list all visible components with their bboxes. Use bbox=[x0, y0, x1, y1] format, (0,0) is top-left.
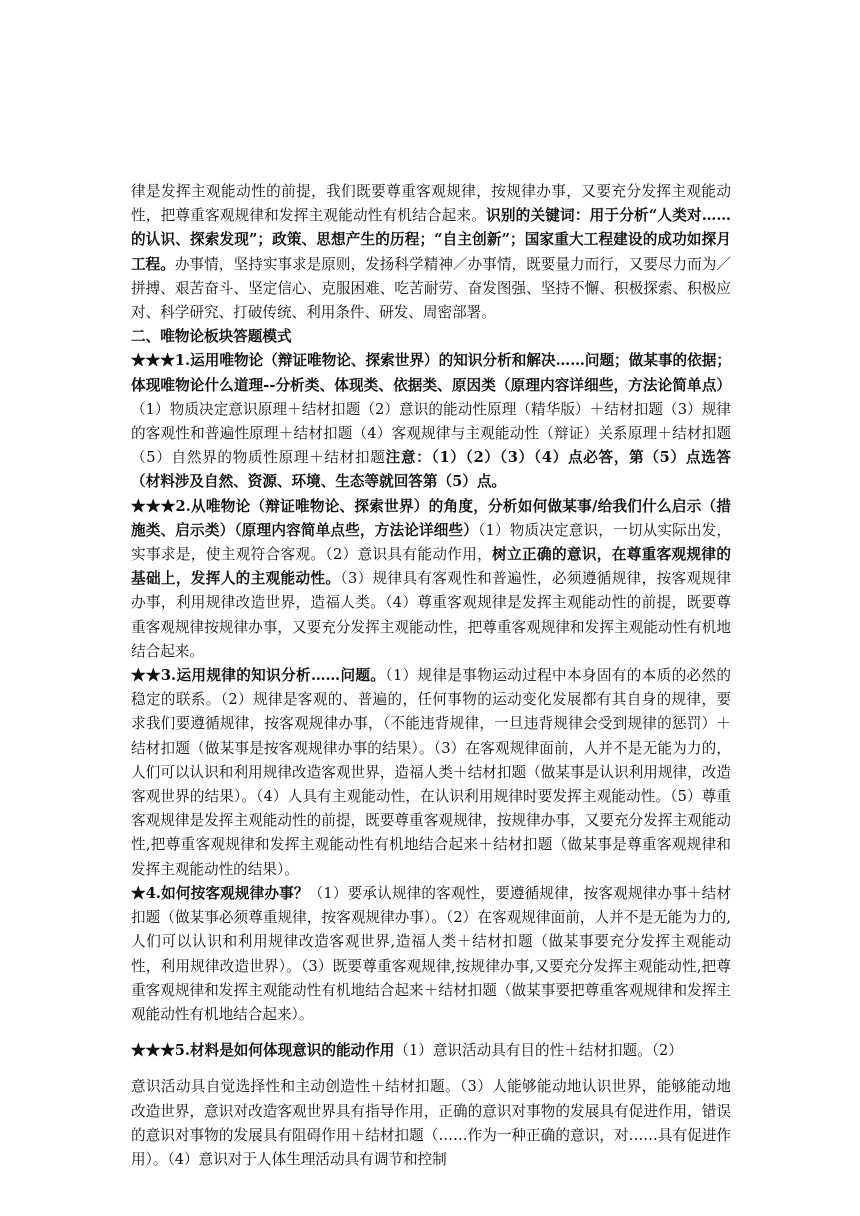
emphasis-text: 树立正确的意识，在尊重客观规律的基础上，发挥人的主观能动性。 bbox=[131, 546, 731, 588]
question-title: ★★★5.材料是如何体现意识的能动作用 bbox=[131, 1042, 395, 1060]
document-page bbox=[131, 180, 731, 1172]
text-run: （1）规律是事物运动过程中本身固有的本质的必然的稳定的联系。（2）规律是客观的、普遍的，任何事物的运动变化发展都有其自身的规律，要求我们要遵循规律，按客观规律办事，（不能违背规律，一旦违背规律会受到规律的惩罚）＋结材扣题（做某事是按客观规律办事的结果）。（3）在客观规律面前，人并不是无能为力的，人们可以认识和利用规律改造客观世界，造福人类＋结材扣题（做某事是认识利用规律，改造客观世界的结果）。（4）人具有主观能动性，在认识利用规律时要发挥主观能动性。（5）尊重客观规律是发挥主观能动性的前提，既要尊重客观规律，按规律办事，又要充分发挥主观能动性,把尊重客观规律和发挥主观能动性有机地结合起来＋结材扣题（做某事是尊重客观规律和发挥主观能动性的结果）。 bbox=[131, 667, 731, 878]
text-run: （1）意识活动具有目的性＋结材扣题。（2） bbox=[394, 1042, 683, 1060]
text-run: （1）物质决定意识，一切从实际出发，实事求是，使主观符合客观。（2）意识具有能动作用， bbox=[131, 521, 731, 564]
question-title: ★4.如何按客观规律办事？ bbox=[131, 884, 309, 902]
paragraph bbox=[131, 882, 731, 1027]
text-run: （1）物质决定意识原理＋结材扣题（2）意识的能动性原理（精华版）＋结材扣题（3）规律的客观性和普遍性原理＋结材扣题（4）客观规律与主观能动性（辩证）关系原理＋结材扣题（5）自然界的物质性原理＋结材扣题 bbox=[131, 400, 731, 467]
text-run: 意识活动具自觉选择性和主动创造性＋结材扣题。（3）人能够能动地认识世界，能够能动地改造世界，意识对改造客观世界具有指导作用，正确的意识对事物的发展具有促进作用，错误的意识对事物的发展具有阻碍作用＋结材扣题（……作为一种正确的意识，对……具有促进作用）。（4）意识对于人体生理活动具有调节和控制 bbox=[131, 1078, 731, 1168]
question-title: ★★★2.从唯物论（辩证唯物论、探索世界）的角度，分析如何做某事/给我们什么启示（措施类、启示类）（原理内容简单点些，方法论详细些） bbox=[131, 497, 731, 539]
paragraph bbox=[131, 1039, 731, 1063]
paragraph bbox=[131, 1075, 731, 1172]
paragraph bbox=[131, 349, 731, 494]
note-text: 注意：（1）（2）（3）（4）点必答，第（5）点选答（材料涉及自然、资源、环境、生态等就回答第（5）点。 bbox=[131, 449, 731, 491]
paragraph bbox=[131, 664, 731, 882]
text-run: 律是发挥主观能动性的前提，我们既要尊重客观规律，按规律办事，又要充分发挥主观能动性，把尊重客观规律和发挥主观能动性有机结合起来。 bbox=[131, 183, 731, 225]
keyword-text: 识别的关键词：用于分析“人类对……的认识、探索发现”；政策、思想产生的历程；“自主创新”；国家重大工程建设的成功如探月工程。 bbox=[131, 207, 731, 273]
question-title: ★★3.运用规律的知识分析……问题。 bbox=[131, 667, 386, 685]
text-run: （3）规律具有客观性和普遍性，必须遵循规律，按客观规律办事，利用规律改造世界，造福人类。（4）尊重客观规律是发挥主观能动性的前提，既要尊重客观规律按规律办事，又要充分发挥主观能动性，把尊重客观规律和发挥主观能动性有机地结合起来。 bbox=[131, 570, 731, 660]
section-heading: 二、唯物论板块答题模式 bbox=[131, 328, 292, 346]
text-run: 办事情，坚持实事求是原则，发扬科学精神／办事情，既要量力而行，又要尽力而为／拼搏、艰苦奋斗、坚定信心、克服困难、吃苦耐劳、奋发图强、坚持不懈、积极探索、积极应对、科学研究、打破传统、利用条件、研发、周密部署。 bbox=[131, 255, 731, 322]
paragraph bbox=[131, 495, 731, 664]
question-title: ★★★1.运用唯物论（辩证唯物论、探索世界）的知识分析和解决……问题；做某事的依据；体现唯物论什么道理--分析类、体现类、依据类、原因类（原理内容详细些，方法论简单点） bbox=[131, 352, 731, 394]
text-run: （1）要承认规律的客观性，要遵循规律，按客观规律办事＋结材扣题（做某事必须尊重规律，按客观规律办事）。（2）在客观规律面前，人并不是无能为力的,人们可以认识和利用规律改造客观世界,造福人类＋结材扣题（做某事要充分发挥主观能动性，利用规律改造世界）。（3）既要尊重客观规律,按规律办事,又要充分发挥主观能动性,把尊重客观规律和发挥主观能动性有机地结合起来＋结材扣题（做某事要把尊重客观规律和发挥主观能动性有机地结合起来）。 bbox=[131, 884, 731, 1023]
paragraph bbox=[131, 180, 731, 325]
